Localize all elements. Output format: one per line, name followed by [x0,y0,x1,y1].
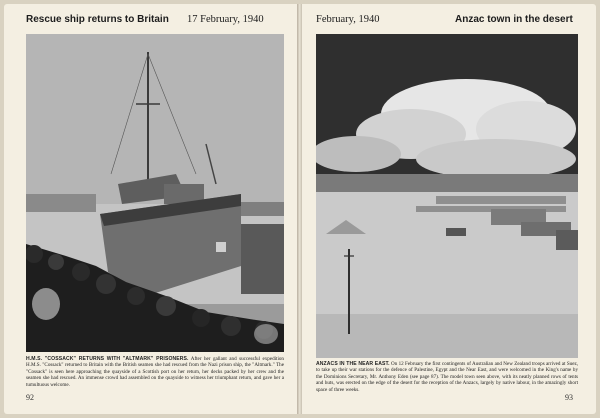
right-caption-body: On 12 February the first contingents of Australian and New Zealand troops arrived at Suez, to take up their war stations for the defence of Palestine, Egypt and the Near East, and were welcomed in the King's name by the Dominions Secretary, Mr. Anthony Eden (see page 87). The model town seen above, with its neatly planned rows of tents and huts, was erected on the edge of the desert for the reception of the Anzacs, largely by native labour, in the amazingly short space of three weeks. [316,361,578,393]
right-page-number: 93 [565,393,573,402]
left-caption-body: After her gallant and successful expedition H.M.S. "Cossack" returned to Britain with the British seamen she had rescued from the Nazi prison ship, the "Altmark." The "Cossack" is seen here approaching the quayside of a Scottish port on her return, her decks packed by her crew and the seamen she had rescued. An immense crowd had assembled on the quayside to witness her triumphant return, and gave her a tumultuous welcome. [26,356,284,388]
left-header-title: Rescue ship returns to Britain [26,14,169,25]
left-page-number: 92 [26,393,34,402]
anzac-camp-photo-image [316,34,578,358]
anzac-camp-photo [316,34,578,358]
right-page [302,4,596,414]
cossack-photo [26,34,284,352]
right-caption-heading: ANZACS IN THE NEAR EAST. [316,361,390,367]
right-caption [316,361,578,393]
right-header-title: Anzac town in the desert [455,14,573,25]
left-page [4,4,298,414]
left-caption [26,356,284,388]
left-caption-heading: H.M.S. "COSSACK" RETURNS WITH "ALTMARK" PRISONERS. [26,356,189,362]
right-header-date: February, 1940 [316,14,380,25]
cossack-photo-image [26,34,284,352]
left-header-date: 17 February, 1940 [187,14,264,25]
